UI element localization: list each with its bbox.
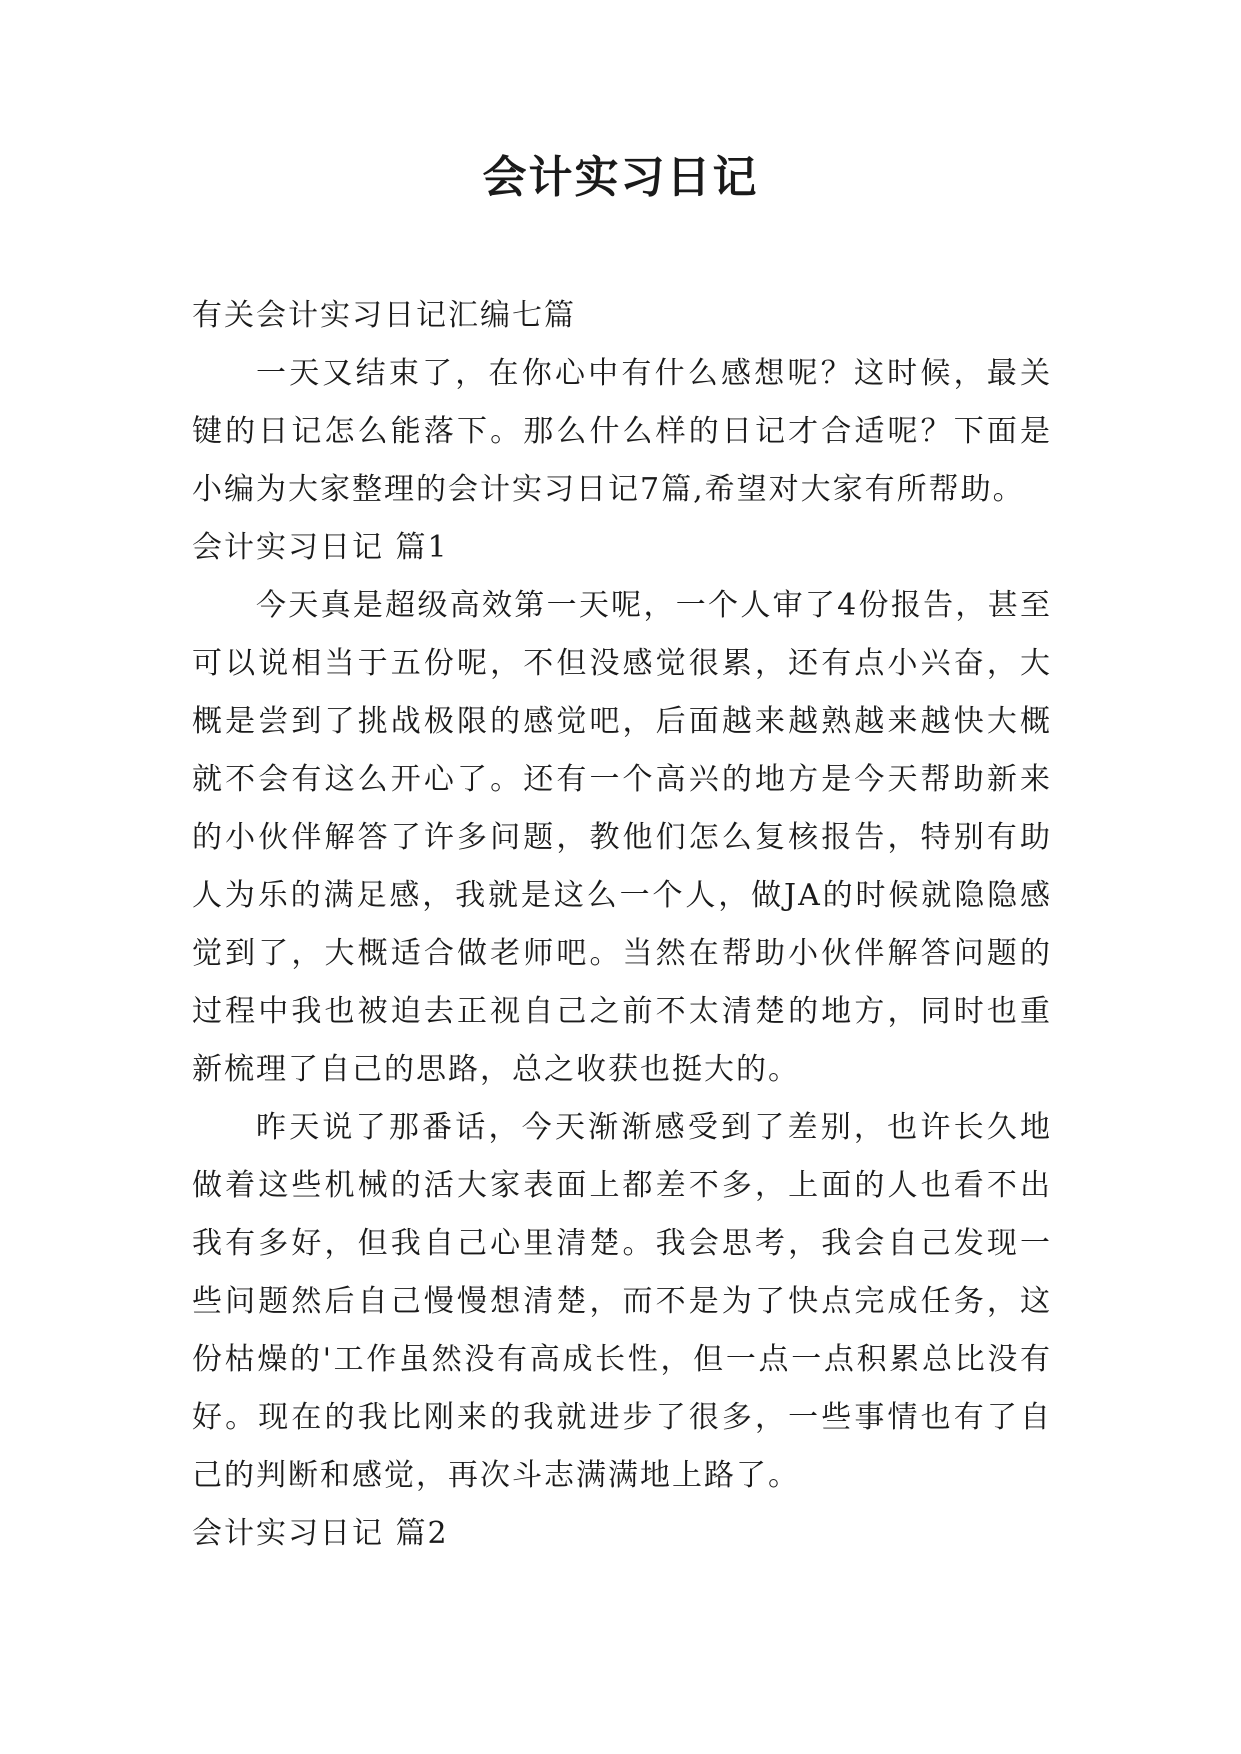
intro-paragraph: 一天又结束了，在你心中有什么感想呢？这时候，最关键的日记怎么能落下。那么什么样的日记才合适呢？下面是小编为大家整理的会计实习日记7篇,希望对大家有所帮助。 — [192, 356, 1052, 507]
section-1-paragraph-2: 昨天说了那番话，今天渐渐感受到了差别，也许长久地做着这些机械的活大家表面上都差不多，上面的人也看不出我有多好，但我自己心里清楚。我会思考，我会自己发现一些问题然后自己慢慢想清楚，而不是为了快点完成任务，这份枯燥的'工作虽然没有高成长性，但一点一点积累总比没有好。现在的我比刚来的我就进步了很多，一些事情也有了自己的判断和感觉，再次斗志满满地上路了。 — [192, 1110, 1052, 1493]
document-subtitle: 有关会计实习日记汇编七篇 — [192, 298, 576, 333]
document-title: 会计实习日记 — [482, 152, 759, 203]
section-heading-2: 会计实习日记 篇2 — [192, 1516, 449, 1551]
section-1-paragraph-1: 今天真是超级高效第一天呢，一个人审了4份报告，甚至可以说相当于五份呢，不但没感觉很累，还有点小兴奋，大概是尝到了挑战极限的感觉吧，后面越来越熟越来越快大概就不会有这么开心了。还有一个高兴的地方是今天帮助新来的小伙伴解答了许多问题，教他们怎么复核报告，特别有助人为乐的满足感，我就是这么一个人，做JA的时候就隐隐感觉到了，大概适合做老师吧。当然在帮助小伙伴解答问题的过程中我也被迫去正视自己之前不太清楚的地方，同时也重新梳理了自己的思路，总之收获也挺大的。 — [192, 588, 1052, 1087]
document-body — [192, 287, 1052, 1563]
section-heading-1: 会计实习日记 篇1 — [192, 530, 449, 565]
